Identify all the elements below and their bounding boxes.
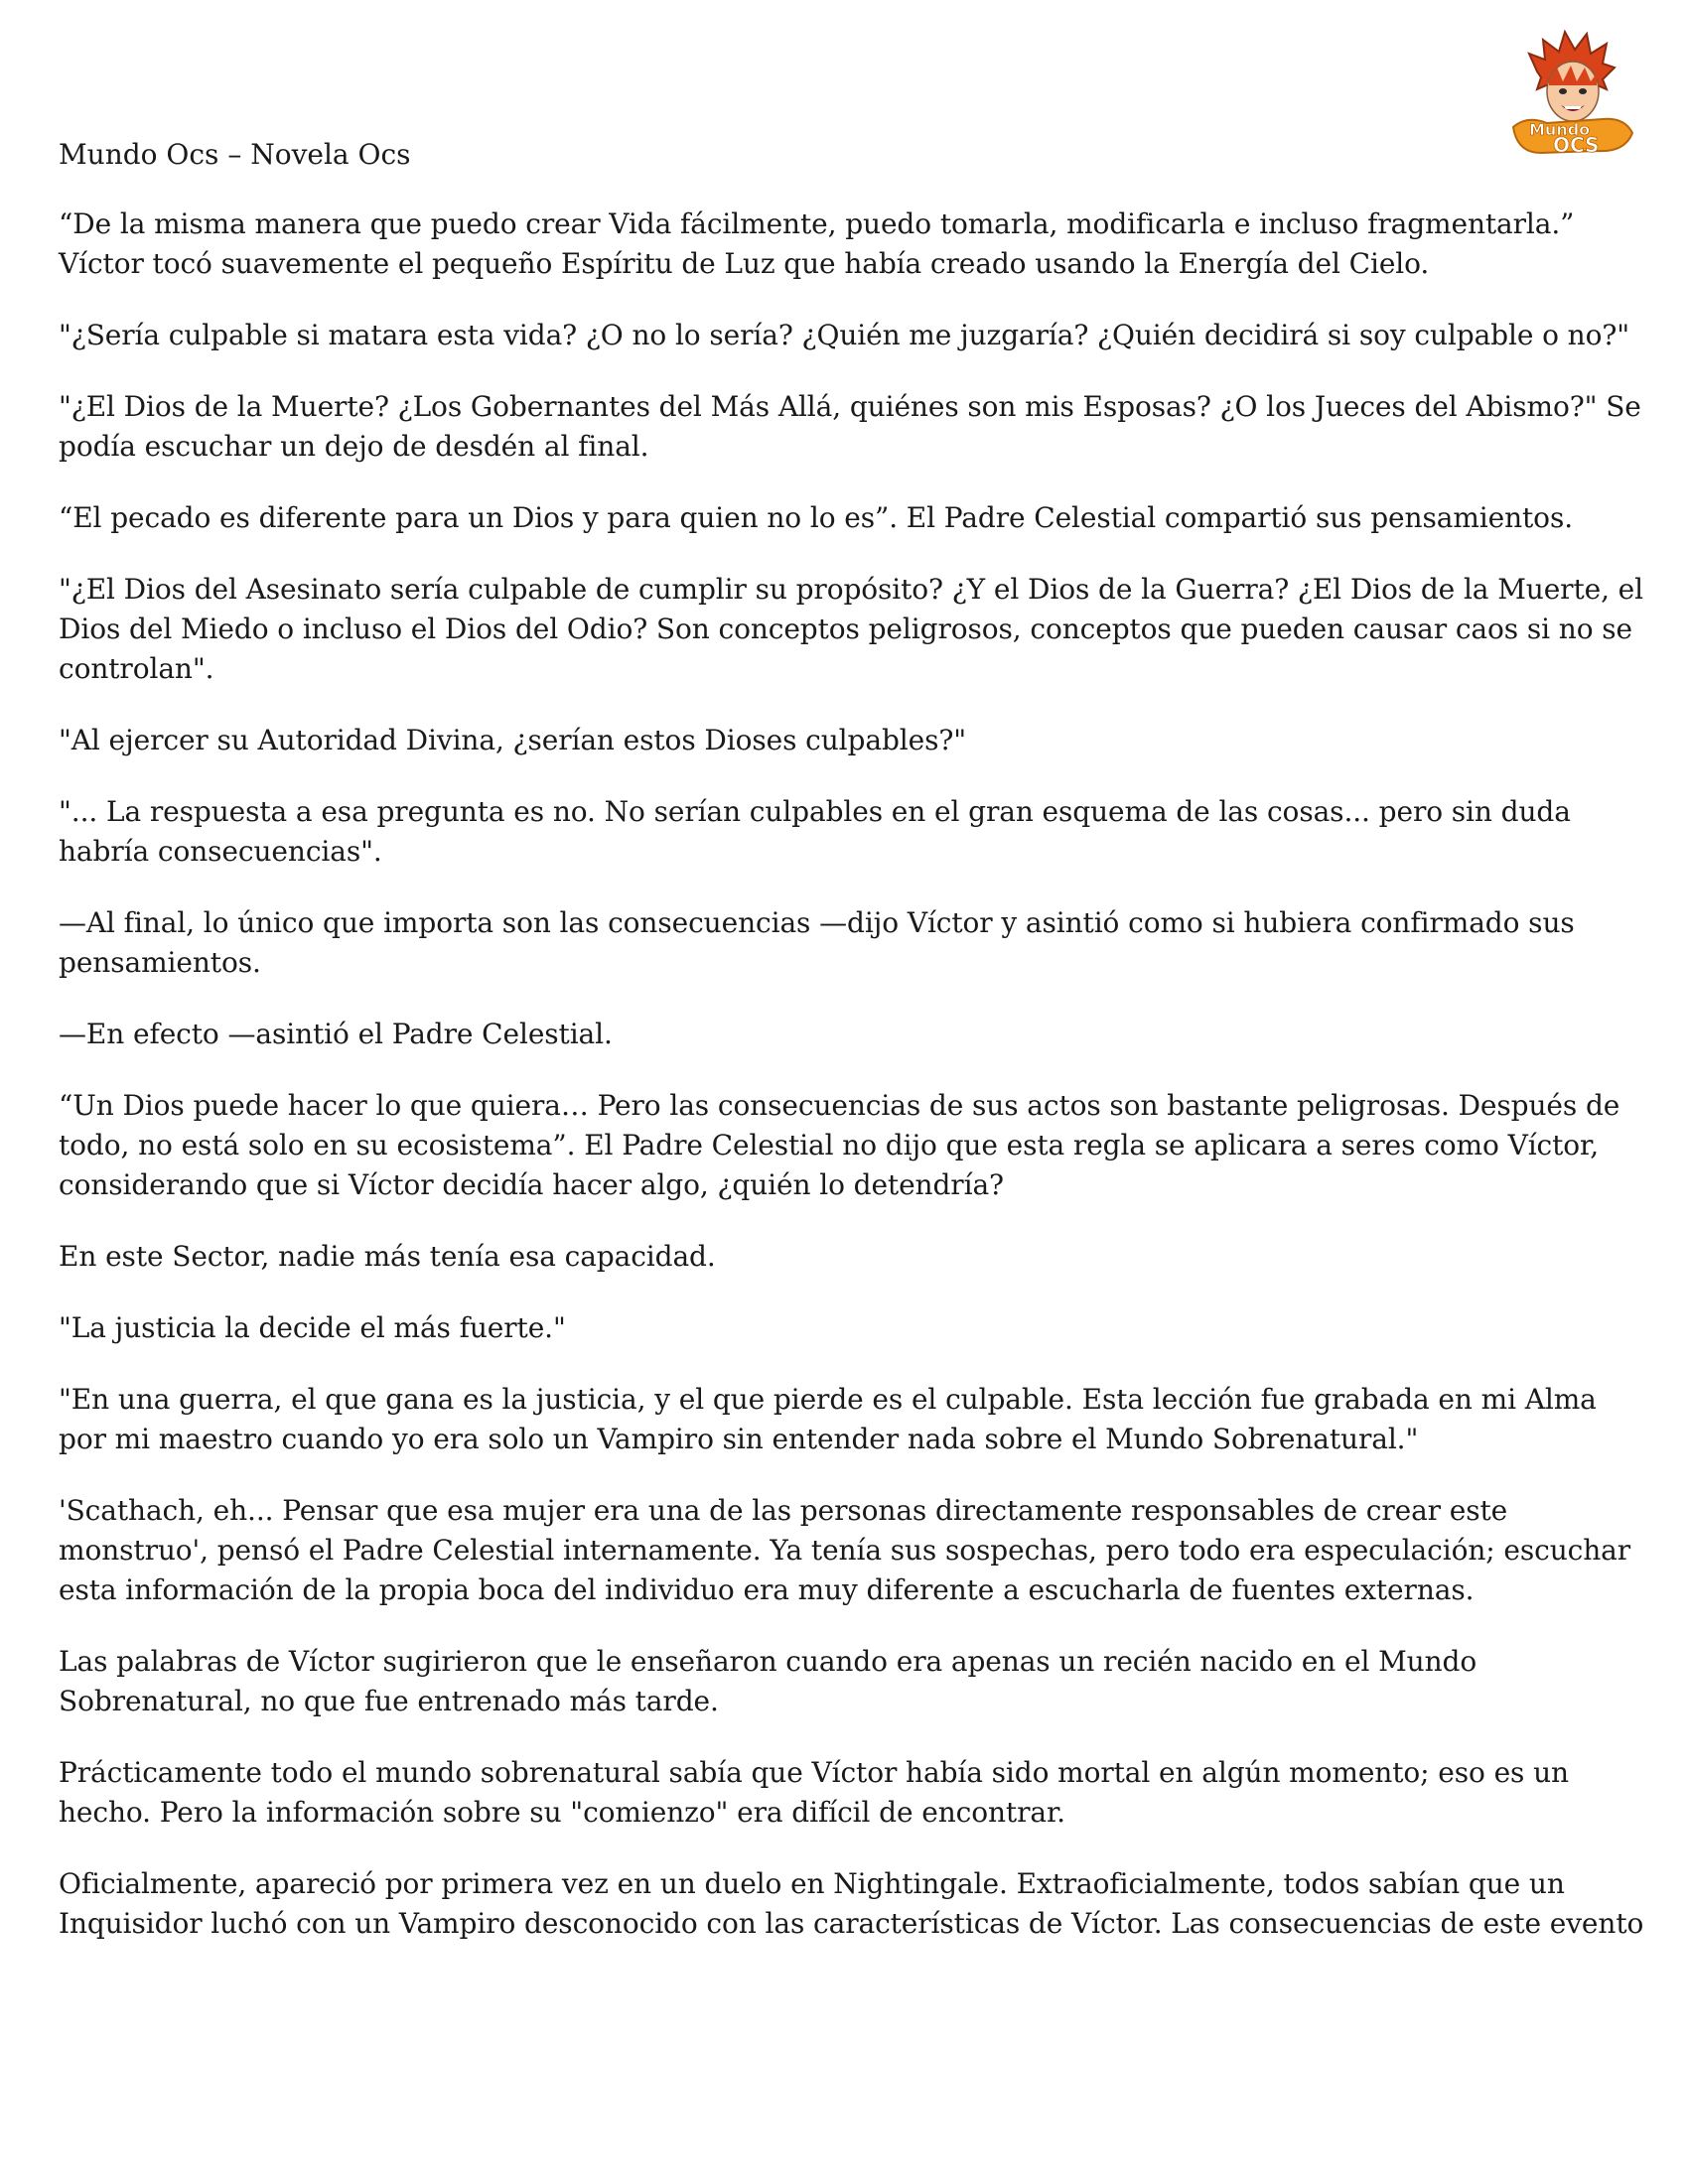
paragraph: —En efecto —asintió el Padre Celestial.	[59, 1018, 613, 1050]
paragraph: "Al ejercer su Autoridad Divina, ¿serían estos Dioses culpables?"	[59, 724, 967, 756]
paragraph: —Al final, lo único que importa son las consecuencias —dijo Víctor y asintió como si hubiera confirmado sus pensamientos.	[59, 906, 1575, 979]
paragraph: "¿El Dios de la Muerte? ¿Los Gobernantes del Más Allá, quiénes son mis Esposas? ¿O los Jueces del Abismo?" Se podía escuchar un dejo de desdén al final.	[59, 390, 1641, 463]
logo-face	[1547, 62, 1599, 121]
logo-text-bottom: OCS	[1553, 133, 1600, 157]
paragraph: "... La respuesta a esa pregunta es no. No serían culpables en el gran esquema de las cosas... pero sin duda habría consecuencias".	[59, 795, 1571, 868]
paragraph: "¿Sería culpable si matara esta vida? ¿O no lo sería? ¿Quién me juzgaría? ¿Quién decidirá si soy culpable o no?"	[59, 319, 1630, 351]
document-body	[59, 205, 1647, 1976]
paragraph: "La justicia la decide el más fuerte."	[59, 1311, 566, 1344]
paragraph: Las palabras de Víctor sugirieron que le enseñaron cuando era apenas un recién nacido en el Mundo Sobrenatural, no que fue entrenado más tarde.	[59, 1645, 1477, 1717]
paragraph: “El pecado es diferente para un Dios y para quien no lo es”. El Padre Celestial compartió sus pensamientos.	[59, 501, 1574, 534]
paragraph: "En una guerra, el que gana es la justicia, y el que pierde es el culpable. Esta lección fue grabada en mi Alma por mi maestro cuando yo era solo un Vampiro sin entender nada sobre el Mundo Sobrenatural."	[59, 1383, 1597, 1455]
paragraph: "¿El Dios del Asesinato sería culpable de cumplir su propósito? ¿Y el Dios de la Guerra? ¿El Dios de la Muerte, el Dios del Miedo o incluso el Dios del Odio? Son conceptos peligrosos, conceptos que pueden causar caos si no se controlan".	[59, 573, 1644, 685]
paragraph: 'Scathach, eh... Pensar que esa mujer era una de las personas directamente responsables de crear este monstruo', pensó el Padre Celestial internamente. Ya tenía sus sospechas, pero todo era especulación; escuchar esta información de la propia boca del individuo era muy diferente a escucharla de fuentes externas.	[59, 1494, 1631, 1606]
paragraph: “Un Dios puede hacer lo que quiera… Pero las consecuencias de sus actos son bastante peligrosas. Después de todo, no está solo en su ecosistema”. El Padre Celestial no dijo que esta regla se aplicara a seres como Víctor, considerando que si Víctor decidía hacer algo, ¿quién lo detendría?	[59, 1089, 1620, 1201]
document-header: Mundo Ocs – Novela Ocs	[59, 138, 411, 171]
paragraph: En este Sector, nadie más tenía esa capacidad.	[59, 1240, 716, 1273]
logo-text-top: Mundo	[1529, 120, 1591, 139]
paragraph: Prácticamente todo el mundo sobrenatural sabía que Víctor había sido mortal en algún momento; eso es un hecho. Pero la información sobre su "comienzo" era difícil de encontrar.	[59, 1756, 1569, 1829]
paragraph: “De la misma manera que puedo crear Vida fácilmente, puedo tomarla, modificarla e incluso fragmentarla.” Víctor tocó suavemente el pequeño Espíritu de Luz que había creado usando la Energía del Cielo.	[59, 207, 1575, 280]
paragraph: Oficialmente, apareció por primera vez en un duelo en Nightingale. Extraoficialmente, todos sabían que un Inquisidor luchó con un Vampiro desconocido con las características de Víctor. Las consecuencias de este evento	[59, 1867, 1644, 1940]
mundo-ocs-logo	[1507, 24, 1636, 163]
